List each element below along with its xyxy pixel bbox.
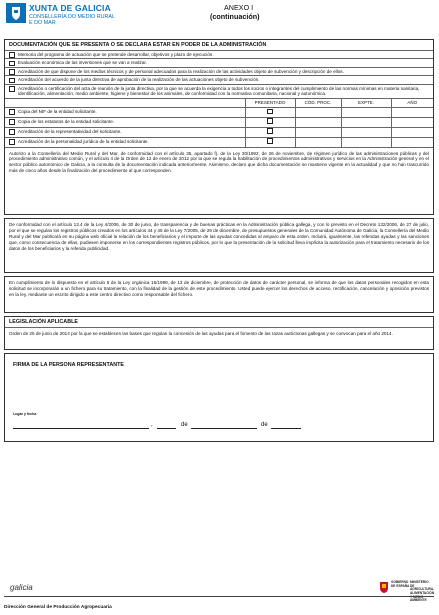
- doc-checkbox[interactable]: [9, 69, 15, 75]
- row-label: [5, 107, 245, 117]
- ano-cell[interactable]: [391, 107, 433, 117]
- signature-title: FIRMA DE LA PERSONA REPRESENTANTE: [13, 362, 125, 368]
- doc-item: [5, 75, 433, 83]
- gov-line-6: Y MEDIO AMBIENTE: [410, 594, 427, 603]
- presented-checkbox[interactable]: [267, 128, 273, 134]
- doc-item: [5, 84, 433, 98]
- row-checkbox[interactable]: [9, 119, 15, 125]
- legislation-section: [4, 316, 434, 350]
- row-label: [5, 117, 245, 127]
- gobierno-logo: [379, 580, 435, 603]
- ministerio-text: [410, 581, 434, 603]
- presented-cell: [245, 117, 295, 127]
- column-header-presentado: PRESENTADO: [245, 99, 295, 108]
- doc-item: [5, 58, 433, 66]
- date-de-1: de: [181, 422, 188, 428]
- doc-item-text: Evaluación económica de las inversiones que se van a realizar.: [18, 60, 147, 66]
- year-field[interactable]: [271, 420, 301, 429]
- presented-cell: [245, 107, 295, 117]
- authorization-text: Autorizo a la Consellería del Medio Rural y del Mar, de conformidad con el artículo 35, apartado f), de la Ley 30/1992, de 26 de noviembre, de régimen jurídico de las administraciones públicas y del procedimiento administrativo común, y el artículo 4 de la Orden de 12 de enero de 2012 por la que se regula la habilitación de procedimientos administrativos y servicios en la Administración general y en el sector público autonómico de Galicia, a la consulta de la documentación indicada anteriormente. Asimismo, declaro que dicha documentación se mantiene vigente en la actualidad y que no han trascurrido más de cinco años desde la finalización del procedimiento al que corresponden.: [5, 147, 433, 178]
- gov-line-3: MINISTERIO: [410, 580, 429, 584]
- expte-cell[interactable]: [341, 137, 391, 146]
- annex-title: ANEXO I: [224, 3, 254, 12]
- data-protection-text: En cumplimiento de lo dispuesto en el artículo 5 de la Ley orgánica 15/1999, de 13 de diciembre, de protección de datos de carácter personal, se informa de que los datos personales recogidos en esta solicitud se incorporarán a un fichero para su tratamiento, con la finalidad de la gestión de este procedimiento. Usted puede ejercer los derechos de acceso, rectificación, cancelación y oposición previstos en la ley, mediante un escrito dirigido a este centro directivo como responsable del fichero.: [9, 280, 429, 297]
- gov-line-5: ALIMENTACIÓN: [410, 591, 435, 596]
- department-name: [29, 14, 115, 27]
- transparency-text: De conformidad con el artículo 13.4 de la Ley 4/2006, de 30 de junio, de transparencia y de buenas prácticas en la Administración pública gallega, y con lo previsto en el Decreto 132/2006, de 27 de julio, por el que se regulan los registros públicos creados en los artículos 44 y 45 de la Ley 7/2005, de 29 de diciembre, de presupuestos generales de la Comunidad Autónoma de Galicia, la Consellería del Medio Rural y del Mar publicará en su página web oficial la relación de los beneficiarios y el importe de las ayudas concedidas al amparo de esta orden. Incluirá, igualmente, las referidas ayudas y las sanciones que, como consecuencia de ellas, pudiesen imponerse en los correspondientes registros públicos, por lo que la presentación de la solicitud lleva implícita la autorización para el tratamiento necesario de los datos de los beneficiarios y la referida publicidad.: [9, 222, 429, 251]
- doc-checkbox[interactable]: [9, 86, 15, 92]
- table-row: [5, 117, 433, 127]
- ano-cell[interactable]: [391, 127, 433, 137]
- gov-line-2: DE ESPAÑA: [391, 583, 410, 588]
- column-header-ano: AÑO: [391, 99, 433, 108]
- signature-section: [4, 353, 434, 442]
- legislation-title: LEGISLACIÓN APLICABLE: [9, 319, 78, 325]
- table-row: [5, 127, 433, 137]
- table-row: [5, 107, 433, 117]
- galicia-logo: galicia: [10, 583, 33, 592]
- row-checkbox[interactable]: [9, 129, 15, 135]
- place-field[interactable]: [13, 420, 149, 429]
- presented-checkbox[interactable]: [267, 118, 273, 124]
- department-line-1: CONSELLERÍA DO MEDIO RURAL: [29, 14, 115, 20]
- row-label: [5, 127, 245, 137]
- month-field[interactable]: [191, 420, 257, 429]
- xunta-shield-icon: [6, 3, 26, 23]
- doc-item-text: Acreditación de que dispone de los medios técnicos y de personal adecuados para la realización de las actividades objeto de subvención y descripción de ellos.: [18, 68, 344, 74]
- column-header-expte: EXPTE.: [341, 99, 391, 108]
- place-date-label: Lugar y fecha: [13, 412, 37, 416]
- row-checkbox[interactable]: [9, 139, 15, 145]
- presented-checkbox[interactable]: [267, 138, 273, 144]
- spain-shield-icon: [379, 580, 389, 594]
- date-de-2: de: [261, 422, 268, 428]
- documentation-section: [4, 39, 434, 215]
- transparency-section: [4, 218, 434, 273]
- data-protection-section: [4, 276, 434, 313]
- expte-cell[interactable]: [341, 127, 391, 137]
- gov-line-1: GOBIERNO: [391, 580, 409, 584]
- cod-proc-cell[interactable]: [295, 117, 341, 127]
- doc-checkbox[interactable]: [9, 78, 15, 84]
- table-header-empty: [5, 99, 245, 108]
- legislation-text: Orden de 25 de junio de 2014 por la que se establecen las bases que regulan la concesión de las ayudas para el fomento de las razas autóctonas gallegas y se convocan para el año 2014.: [5, 327, 433, 340]
- row-label-text: Copia del NIF de la entidad solicitante.: [18, 109, 97, 115]
- page-header: [0, 0, 439, 34]
- row-label-text: Copia de los estatutos de la entidad solicitante.: [18, 119, 115, 125]
- documents-table: [5, 98, 433, 146]
- footer-divider: [4, 596, 434, 597]
- doc-item-text: Acreditación o certificación del acta de reunión de la junta directiva, por la que se acuerda la exigencia a todos los socios o integrantes del cumplimiento de las normas mínimas en materia sanitaria, identificación, alimentación, medio ambiente, higiene y bienestar de los animales, de conformidad con la normativa comunitaria, nacional y autonómica.: [18, 85, 420, 97]
- row-label-text: Acreditación de la personalidad jurídica de la entidad solicitante.: [18, 139, 149, 145]
- table-header-row: [5, 99, 433, 108]
- doc-item-text: Acreditación del acuerdo de la junta directiva de aprobación de la realización de las actuaciones objeto de subvención.: [18, 77, 260, 83]
- directorate-name: Dirección General de Producción Agropecuaria: [4, 605, 112, 610]
- department-line-2: E DO MAR: [29, 20, 56, 27]
- gobierno-text: [391, 581, 409, 588]
- cod-proc-cell[interactable]: [295, 107, 341, 117]
- annex-continuation: (continuación): [210, 12, 260, 21]
- expte-cell[interactable]: [341, 107, 391, 117]
- documentation-title: DOCUMENTACIÓN QUE SE PRESENTA O SE DECLARA ESTAR EN PODER DE LA ADMINISTRACIÓN: [9, 42, 267, 48]
- day-field[interactable]: [157, 420, 176, 429]
- expte-cell[interactable]: [341, 117, 391, 127]
- ano-cell[interactable]: [391, 117, 433, 127]
- cod-proc-cell[interactable]: [295, 137, 341, 146]
- ano-cell[interactable]: [391, 137, 433, 146]
- table-row: [5, 137, 433, 146]
- doc-item: [5, 50, 433, 58]
- gov-line-4: DE AGRICULTURA,: [410, 583, 435, 592]
- doc-checkbox[interactable]: [9, 61, 15, 67]
- cod-proc-cell[interactable]: [295, 127, 341, 137]
- presented-checkbox[interactable]: [267, 109, 273, 115]
- row-label-text: Acreditación de la representatividad del solicitante.: [18, 129, 122, 135]
- presented-cell: [245, 127, 295, 137]
- row-checkbox[interactable]: [9, 109, 15, 115]
- doc-item: [5, 67, 433, 75]
- date-comma: ,: [151, 422, 153, 428]
- column-header-cod-proc: CÓD. PROC.: [295, 99, 341, 108]
- doc-item-text: Memoria del programa de actuación que se pretende desarrollar, objetivos y plazo de ejecución.: [18, 51, 214, 57]
- row-label: [5, 137, 245, 146]
- brand-name: XUNTA DE GALICIA: [29, 3, 111, 13]
- doc-checkbox[interactable]: [9, 52, 15, 58]
- presented-cell: [245, 137, 295, 146]
